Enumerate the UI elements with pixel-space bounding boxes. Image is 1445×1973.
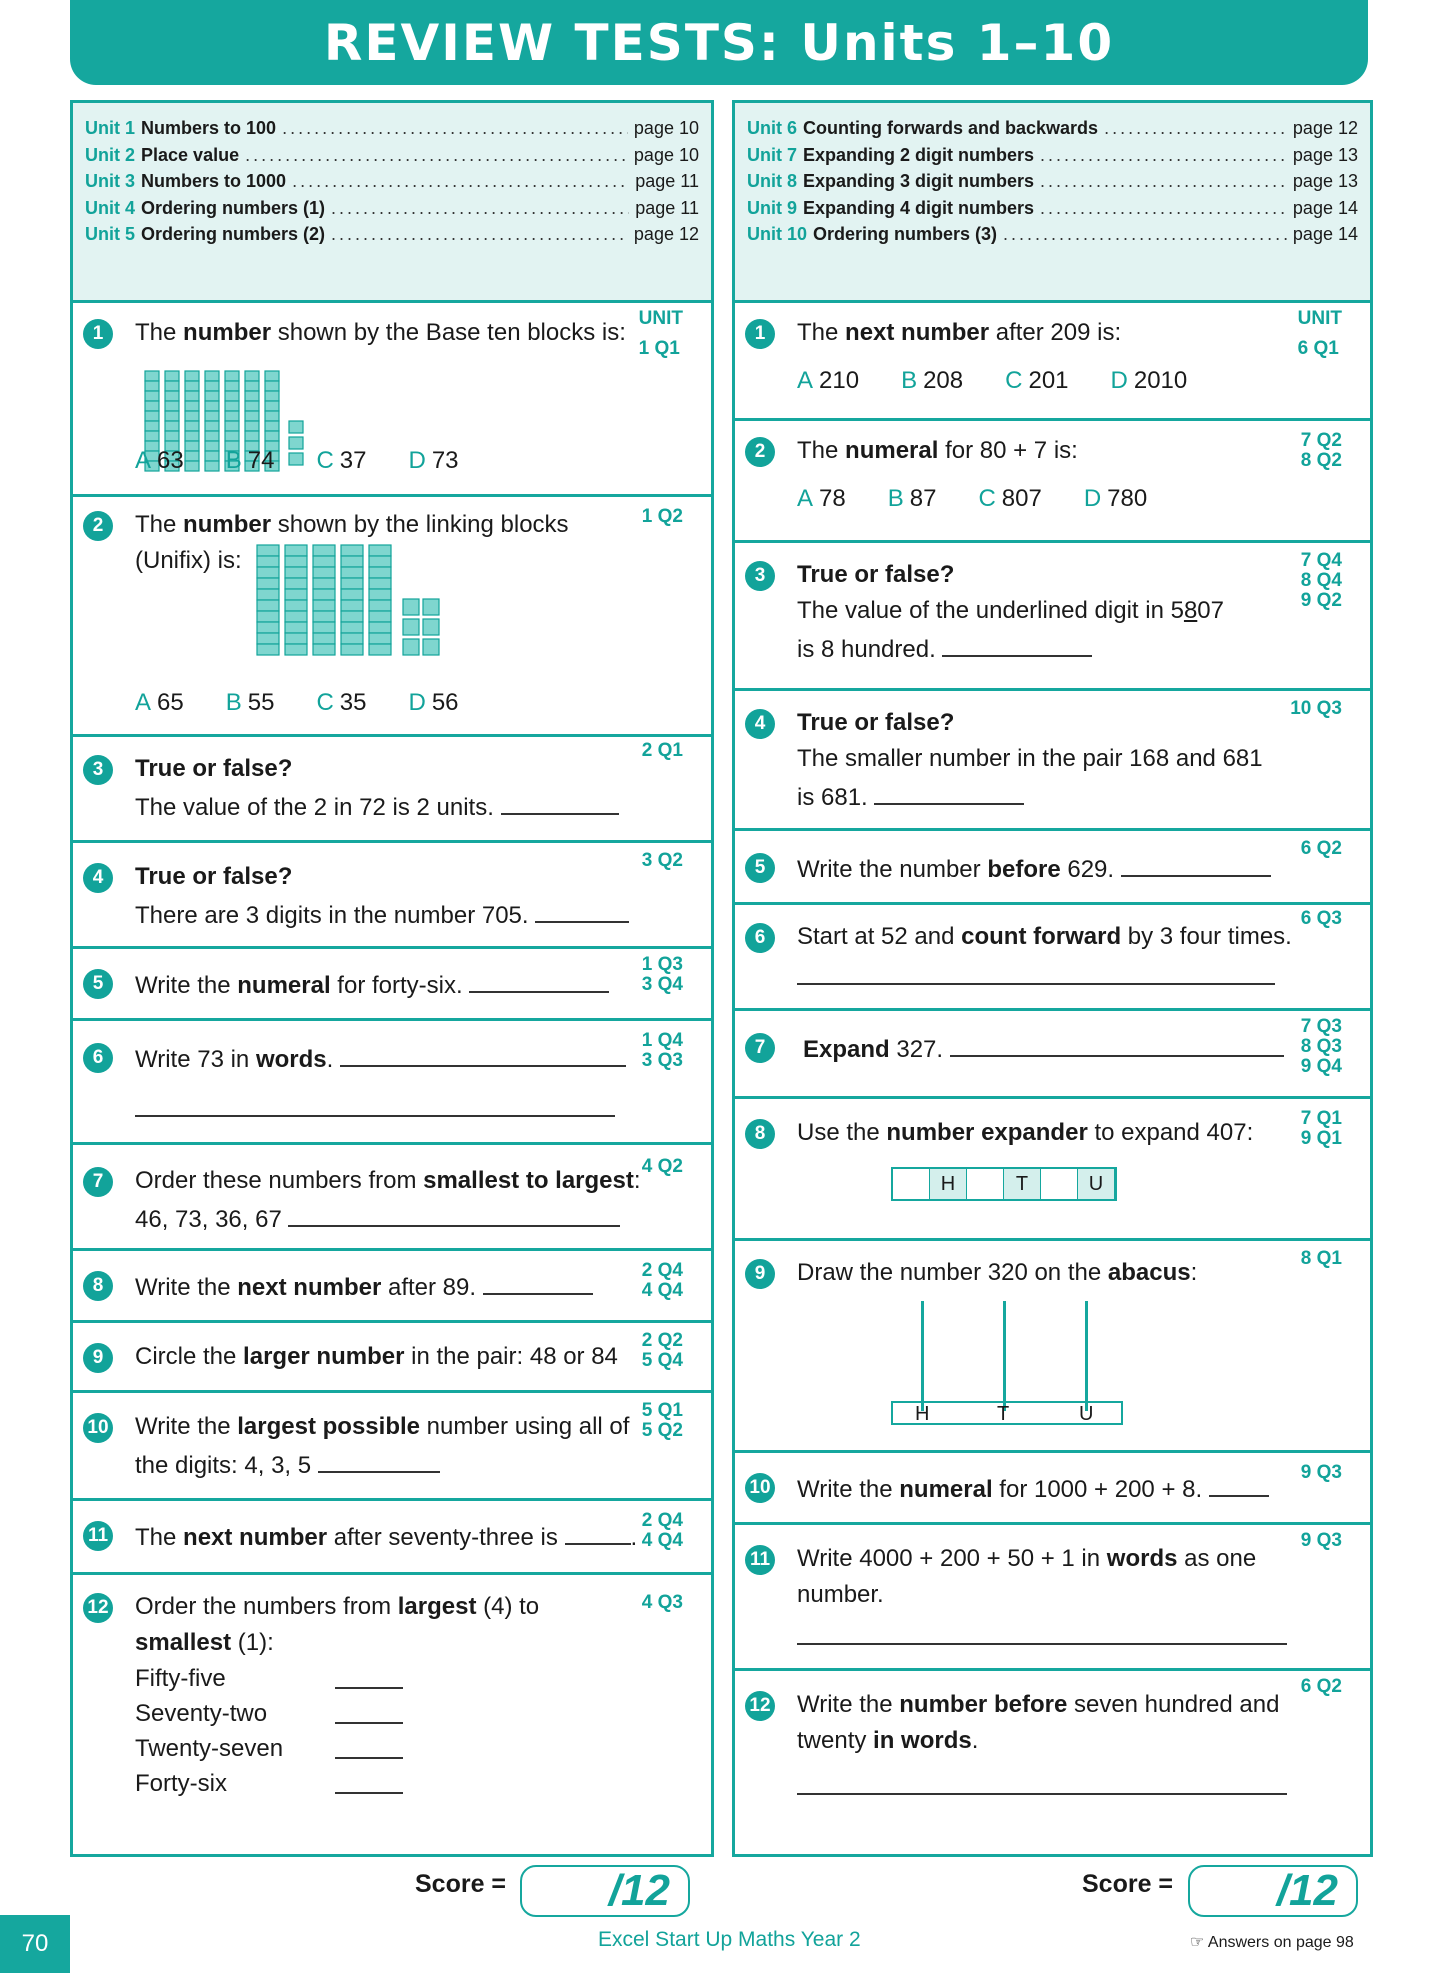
question-left-10: 10 Write the largest possible number using all of the digits: 4, 3, 5 5 Q1 5 Q2 — [73, 1393, 711, 1501]
linking-block — [369, 556, 391, 567]
toc-unit: Unit 9 — [747, 197, 798, 218]
toc-unit: Unit 7 — [747, 144, 798, 165]
linking-block — [313, 556, 335, 567]
question-right-5: 5 Write the number before 629. 6 Q2 — [735, 831, 1370, 905]
linking-block — [313, 611, 335, 622]
list-item: Forty-six — [135, 1766, 403, 1801]
answer-option[interactable]: A 65 — [135, 689, 184, 716]
unit-ref: UNIT 1 Q1 — [638, 308, 683, 359]
toc-unit: Unit 2 — [85, 144, 136, 165]
toc-row — [747, 221, 1358, 248]
question-right-2: 2 The numeral for 80 + 7 is: 7 Q2 8 Q2 A 78 B 87 C 807 D 780 — [735, 421, 1370, 543]
ten-rod-cube — [185, 401, 199, 411]
answer-options — [135, 685, 501, 721]
linking-block — [341, 600, 363, 611]
linking-block — [369, 633, 391, 644]
question-left-12: 12 Order the numbers from largest (4) to smallest (1): 4 Q3 Fifty-five Seventy-two Twenty-seven Forty-six — [73, 1575, 711, 1810]
linking-block — [313, 578, 335, 589]
ten-rod-cube — [165, 371, 179, 381]
linking-block — [257, 611, 279, 622]
ten-rod-cube — [245, 391, 259, 401]
ten-rod-cube — [225, 421, 239, 431]
linking-block — [285, 556, 307, 567]
question-right-8: 8 Use the number expander to expand 407: 7 Q1 9 Q1 H T U — [735, 1099, 1370, 1241]
linking-block — [341, 622, 363, 633]
question-right-12: 12 Write the number before seven hundred and twenty in words. 6 Q2 — [735, 1671, 1370, 1811]
toc-page: page 12 — [633, 224, 699, 244]
abacus-label: U — [1079, 1403, 1094, 1425]
answer-option[interactable]: D 56 — [408, 689, 459, 716]
toc-page: page 13 — [1292, 144, 1358, 165]
ten-rod-cube — [145, 381, 159, 391]
expander-cell: H — [930, 1169, 967, 1199]
toc-unit: Unit 4 — [85, 197, 136, 218]
page-title: REVIEW TESTS: Units 1–10 — [323, 13, 1115, 72]
linking-block — [285, 600, 307, 611]
toc-title: Counting forwards and backwards — [803, 118, 1099, 138]
toc-page: page 10 — [633, 144, 699, 165]
ten-rod-cube — [145, 371, 159, 381]
linking-block — [341, 611, 363, 622]
toc-row — [85, 142, 699, 169]
ten-rod-cube — [185, 391, 199, 401]
ten-rod-cube — [245, 411, 259, 421]
linking-block — [285, 644, 307, 655]
toc-row — [85, 195, 699, 222]
answers-reference: ☞ Answers on page 98 — [1190, 1934, 1354, 1951]
linking-block — [313, 600, 335, 611]
ten-rod-cube — [245, 371, 259, 381]
toc-row — [747, 195, 1358, 222]
ten-rod-cube — [225, 401, 239, 411]
ten-rod-cube — [265, 421, 279, 431]
toc-unit: Unit 1 — [85, 118, 136, 138]
toc-title: Ordering numbers (3) — [813, 224, 998, 244]
left-column — [70, 100, 714, 1857]
ten-rod-cube — [245, 401, 259, 411]
ten-rod-cube — [145, 431, 159, 441]
linking-block — [341, 567, 363, 578]
linking-block — [313, 633, 335, 644]
toc-row — [747, 168, 1358, 195]
ten-rod-cube — [225, 411, 239, 421]
answer-option[interactable]: B 208 — [901, 367, 964, 394]
toc-unit: Unit 5 — [85, 224, 136, 244]
toc-page: page 11 — [635, 197, 699, 218]
linking-block — [369, 644, 391, 655]
abacus-base — [891, 1401, 1123, 1425]
answer-option[interactable]: B 74 — [225, 447, 275, 474]
linking-block — [341, 578, 363, 589]
linking-block — [341, 545, 363, 556]
question-right-4: 4 True or false? The smaller number in the pair 168 and 681 is 681. 10 Q3 — [735, 691, 1370, 831]
toc-row — [85, 221, 699, 248]
linking-block — [257, 622, 279, 633]
list-item: Seventy-two — [135, 1696, 403, 1731]
linking-block — [313, 622, 335, 633]
answer-option[interactable]: B 55 — [225, 689, 275, 716]
linking-block — [285, 545, 307, 556]
linking-block — [285, 633, 307, 644]
list-item: Twenty-seven — [135, 1731, 403, 1766]
linking-block — [285, 567, 307, 578]
linking-block — [313, 545, 335, 556]
toc-page: page 14 — [1292, 197, 1358, 218]
question-left-5: 5 Write the numeral for forty-six. 1 Q3 3 Q4 — [73, 949, 711, 1021]
linking-block — [313, 589, 335, 600]
toc-right — [735, 103, 1370, 303]
linking-block — [403, 599, 419, 615]
abacus[interactable] — [891, 1301, 1123, 1425]
score-label-right: Score = — [1082, 1870, 1174, 1898]
abacus-label: H — [915, 1403, 930, 1425]
question-right-9: 9 Draw the number 320 on the abacus: 8 Q1 H T U — [735, 1241, 1370, 1453]
linking-block — [423, 599, 439, 615]
linking-block — [369, 567, 391, 578]
toc-row — [85, 115, 699, 142]
ten-rod-cube — [245, 381, 259, 391]
toc-page: page 14 — [1292, 224, 1358, 244]
toc-title: Numbers to 1000 — [141, 171, 287, 191]
ten-rod-cube — [165, 431, 179, 441]
unit-cube — [289, 421, 303, 433]
ten-rod-cube — [205, 391, 219, 401]
ten-rod-cube — [205, 431, 219, 441]
answer-option[interactable]: D 2010 — [1110, 367, 1188, 394]
expander-cell: T — [1004, 1169, 1041, 1199]
page-banner — [70, 0, 1368, 85]
question-left-11: 11 The next number after seventy-three is . 2 Q4 4 Q4 — [73, 1501, 711, 1575]
ten-rod-cube — [185, 431, 199, 441]
question-left-3: 3 True or false? The value of the 2 in 72 is 2 units. 2 Q1 — [73, 737, 711, 843]
linking-block — [285, 589, 307, 600]
question-right-10: 10 Write the numeral for 1000 + 200 + 8. 9 Q3 — [735, 1453, 1370, 1525]
score-box-left[interactable]: /12 — [520, 1865, 690, 1917]
question-left-4: 4 True or false? There are 3 digits in the number 705. 3 Q2 — [73, 843, 711, 949]
linking-block — [403, 619, 419, 635]
ten-rod-cube — [245, 421, 259, 431]
toc-title: Numbers to 100 — [141, 118, 277, 138]
ten-rod-cube — [165, 411, 179, 421]
ten-rod-cube — [185, 421, 199, 431]
linking-block — [341, 644, 363, 655]
question-number: 1 — [83, 319, 113, 349]
toc-page: page 10 — [633, 118, 699, 138]
question-right-1: 1 The next number after 209 is: UNIT 6 Q1 A 210 B 208 C 201 D 2010 — [735, 303, 1370, 421]
ten-rod-cube — [265, 391, 279, 401]
linking-block — [257, 600, 279, 611]
linking-blocks-image — [253, 541, 453, 671]
answer-option[interactable]: C 201 — [1005, 367, 1069, 394]
score-box-right[interactable]: /12 — [1188, 1865, 1358, 1917]
question-right-11: 11 Write 4000 + 200 + 50 + 1 in words as one number. 9 Q3 — [735, 1525, 1370, 1671]
score-label-left: Score = — [415, 1870, 507, 1898]
question-right-6: 6 Start at 52 and count forward by 3 four times. 6 Q3 — [735, 905, 1370, 1011]
answer-option[interactable]: D 780 — [1083, 485, 1148, 512]
toc-page: page 12 — [1292, 118, 1358, 138]
answer-options — [797, 363, 1229, 399]
abacus-label: T — [997, 1403, 1010, 1425]
toc-row — [747, 115, 1358, 142]
book-title: Excel Start Up Maths Year 2 — [598, 1928, 861, 1951]
linking-block — [369, 589, 391, 600]
ten-rod-cube — [145, 411, 159, 421]
toc-left — [73, 103, 711, 303]
ten-rod-cube — [205, 421, 219, 431]
linking-block — [369, 611, 391, 622]
ten-rod-cube — [205, 411, 219, 421]
linking-block — [369, 578, 391, 589]
question-right-7: 7 Expand 327. 7 Q3 8 Q3 9 Q4 — [735, 1011, 1370, 1099]
answer-options — [135, 443, 501, 479]
ten-rod-cube — [225, 381, 239, 391]
linking-block — [341, 633, 363, 644]
toc-unit: Unit 10 — [747, 224, 808, 244]
toc-title: Expanding 3 digit numbers — [803, 171, 1035, 191]
ten-rod-cube — [205, 381, 219, 391]
toc-unit: Unit 6 — [747, 118, 798, 138]
toc-unit: Unit 3 — [85, 171, 136, 191]
ten-rod-cube — [265, 411, 279, 421]
linking-block — [257, 567, 279, 578]
linking-block — [313, 644, 335, 655]
ten-rod-cube — [265, 381, 279, 391]
linking-block — [313, 567, 335, 578]
toc-row — [85, 168, 699, 195]
linking-block — [257, 644, 279, 655]
number-expander[interactable] — [891, 1167, 1117, 1201]
question-left-6: 6 Write 73 in words. 1 Q4 3 Q3 — [73, 1021, 711, 1145]
ten-rod-cube — [145, 401, 159, 411]
linking-block — [369, 545, 391, 556]
toc-title: Expanding 4 digit numbers — [803, 197, 1035, 218]
ten-rod-cube — [225, 371, 239, 381]
answer-option[interactable]: C 807 — [978, 485, 1042, 512]
linking-block — [341, 589, 363, 600]
ten-rod-cube — [185, 371, 199, 381]
question-left-8: 8 Write the next number after 89. 2 Q4 4 Q4 — [73, 1251, 711, 1323]
linking-block — [285, 578, 307, 589]
ten-rod-cube — [265, 431, 279, 441]
page-number: 70 — [0, 1915, 70, 1973]
linking-block — [257, 545, 279, 556]
linking-block — [369, 622, 391, 633]
question-left-1: 1 The number shown by the Base ten blocks is: UNIT 1 Q1 A 63 B 74 C 37 D 73 — [73, 303, 711, 497]
answer-option[interactable]: B 87 — [887, 485, 937, 512]
question-left-2: 2 The number shown by the linking blocks (Unifix) is: 1 Q2 A 65 B 55 C 35 D 56 — [73, 497, 711, 737]
answer-option[interactable]: C 35 — [316, 689, 367, 716]
linking-block — [257, 633, 279, 644]
linking-block — [257, 578, 279, 589]
toc-title: Ordering numbers (1) — [141, 197, 326, 218]
answer-option[interactable]: A 78 — [797, 485, 846, 512]
ten-rod-cube — [145, 421, 159, 431]
toc-page: page 13 — [1292, 171, 1358, 191]
linking-block — [257, 589, 279, 600]
toc-unit: Unit 8 — [747, 171, 798, 191]
toc-title: Expanding 2 digit numbers — [803, 144, 1035, 165]
linking-block — [257, 556, 279, 567]
answer-options — [797, 481, 1189, 517]
right-column — [732, 100, 1373, 1857]
ten-rod-cube — [165, 401, 179, 411]
linking-block — [369, 600, 391, 611]
ten-rod-cube — [225, 431, 239, 441]
answer-option[interactable]: D 73 — [408, 447, 459, 474]
ten-rod-cube — [205, 371, 219, 381]
linking-block — [341, 556, 363, 567]
answer-option[interactable]: A 210 — [797, 367, 860, 394]
ten-rod-cube — [185, 411, 199, 421]
order-list — [135, 1661, 403, 1801]
ten-rod-cube — [265, 401, 279, 411]
ten-rod-cube — [245, 431, 259, 441]
ten-rod-cube — [145, 391, 159, 401]
toc-title: Ordering numbers (2) — [141, 224, 326, 244]
ten-rod-cube — [165, 421, 179, 431]
linking-block — [285, 622, 307, 633]
ten-rod-cube — [205, 401, 219, 411]
linking-block — [423, 639, 439, 655]
question-left-9: 9 Circle the larger number in the pair: 48 or 84 2 Q2 5 Q4 — [73, 1323, 711, 1393]
toc-page: page 11 — [635, 171, 699, 191]
linking-block — [403, 639, 419, 655]
linking-block — [285, 611, 307, 622]
answer-option[interactable]: A 63 — [135, 447, 184, 474]
toc-row — [747, 142, 1358, 169]
ten-rod-cube — [185, 381, 199, 391]
ten-rod-cube — [165, 391, 179, 401]
ten-rod-cube — [265, 371, 279, 381]
question-left-7: 7 Order these numbers from smallest to largest: 46, 73, 36, 67 4 Q2 — [73, 1145, 711, 1251]
toc-title: Place value — [141, 144, 240, 165]
ten-rod-cube — [165, 381, 179, 391]
expander-cell: U — [1078, 1169, 1115, 1199]
ten-rod-cube — [225, 391, 239, 401]
question-right-3: 3 True or false? The value of the underlined digit in 5807 is 8 hundred. 7 Q4 8 Q4 9 Q2 — [735, 543, 1370, 691]
list-item: Fifty-five — [135, 1661, 403, 1696]
answer-option[interactable]: C 37 — [316, 447, 367, 474]
linking-block — [423, 619, 439, 635]
